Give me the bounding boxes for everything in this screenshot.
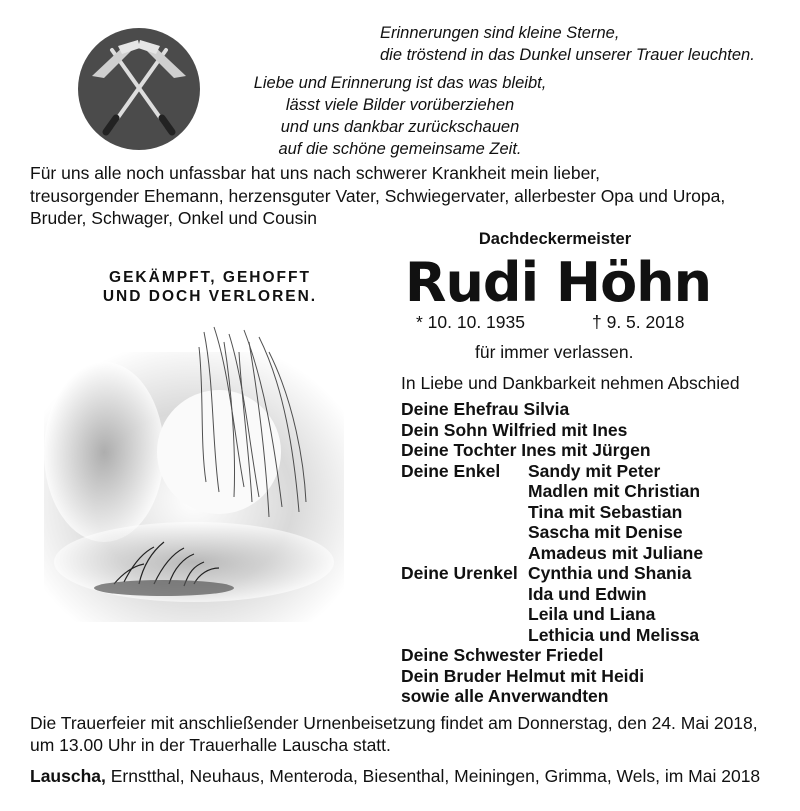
mourner-relation: Dein Bruder Helmut mit Heidi xyxy=(401,665,645,686)
mourner-row xyxy=(401,461,703,482)
mourner-row xyxy=(401,481,703,502)
slogan-line: UND DOCH VERLOREN. xyxy=(102,288,318,305)
quote-top xyxy=(380,22,755,66)
place-main: Lauscha, xyxy=(30,766,106,786)
quote-top-line: Erinnerungen sind kleine Sterne, xyxy=(380,24,620,42)
mourner-row xyxy=(401,522,703,543)
indent-spacer xyxy=(401,481,528,502)
indent-spacer xyxy=(401,604,528,625)
quote-middle-line: auf die schöne gemeinsame Zeit. xyxy=(278,140,522,158)
intro-line: Für uns alle noch unfassbar hat uns nach schwerer Krankheit mein lieber, xyxy=(30,163,601,183)
death-date: † 9. 5. 2018 xyxy=(592,312,685,332)
quote-middle-line: und uns dankbar zurückschauen xyxy=(280,118,520,136)
profession: Dachdeckermeister xyxy=(478,230,632,248)
mourners-list xyxy=(401,399,703,707)
indent-spacer xyxy=(401,522,528,543)
indent-spacer xyxy=(401,502,528,523)
left-us-text: für immer verlassen. xyxy=(475,342,634,362)
intro-text xyxy=(30,162,790,230)
willow-moon-illustration xyxy=(44,322,344,622)
mourner-relation: Deine Urenkel xyxy=(401,563,518,583)
mourner-names: Amadeus mit Juliane xyxy=(528,542,704,563)
quote-middle-line: Liebe und Erinnerung ist das was bleibt, xyxy=(253,74,547,92)
indent-spacer xyxy=(401,625,528,646)
mourner-row xyxy=(401,420,703,441)
mourner-names: Lethicia und Melissa xyxy=(528,624,700,645)
roofer-emblem-icon xyxy=(78,28,200,150)
mourner-row xyxy=(401,604,703,625)
farewell-text: In Liebe und Dankbarkeit nehmen Abschied xyxy=(401,373,740,393)
mourner-relation: Dein Sohn Wilfried mit Ines xyxy=(401,419,628,440)
mourner-row xyxy=(401,625,703,646)
mourner-row xyxy=(401,666,703,687)
intro-line: Bruder, Schwager, Onkel und Cousin xyxy=(30,208,317,228)
quote-middle-line: lässt viele Bilder vorüberziehen xyxy=(285,96,515,114)
quote-middle xyxy=(230,72,570,160)
mourner-names: Leila und Liana xyxy=(528,604,656,624)
mourner-names: Sandy mit Peter xyxy=(528,460,661,481)
mourner-row xyxy=(401,543,703,564)
mourner-relation: Deine Tochter Ines mit Jürgen xyxy=(401,440,651,460)
mourner-row xyxy=(401,502,703,523)
mourner-row xyxy=(401,686,703,707)
indent-spacer xyxy=(401,543,528,564)
funeral-info xyxy=(30,713,790,756)
mourner-relation: Deine Ehefrau Silvia xyxy=(401,399,570,419)
mourner-names: Madlen mit Christian xyxy=(528,481,701,501)
place-rest: Ernstthal, Neuhaus, Menteroda, Biesenthal, Meiningen, Grimma, Wels, im Mai 2018 xyxy=(105,766,761,786)
indent-spacer xyxy=(401,584,528,605)
funeral-line: Die Trauerfeier mit anschließender Urnenbeisetzung findet am Donnerstag, den 24. Mai 2018, xyxy=(30,713,758,733)
mourner-relation: Deine Schwester Friedel xyxy=(401,645,604,665)
mourner-row xyxy=(401,645,703,666)
mourner-row xyxy=(401,584,703,605)
mourner-names: Ida und Edwin xyxy=(528,583,647,604)
quote-top-line: die tröstend in das Dunkel unserer Trauer leuchten. xyxy=(380,46,755,64)
slogan xyxy=(60,268,360,306)
mourner-names: Cynthia und Shania xyxy=(528,563,692,583)
mourner-names: Tina mit Sebastian xyxy=(528,501,683,522)
mourner-relation: sowie alle Anverwandten xyxy=(401,686,609,706)
mourner-row xyxy=(401,399,703,420)
mourner-relation: Deine Enkel xyxy=(401,460,501,481)
mourner-row xyxy=(401,440,703,461)
mourner-row xyxy=(401,563,703,584)
intro-line: treusorgender Ehemann, herzensguter Vater, Schwiegervater, allerbester Opa und Uropa, xyxy=(30,185,726,206)
birth-date: * 10. 10. 1935 xyxy=(416,312,525,332)
funeral-line: um 13.00 Uhr in der Trauerhalle Lauscha statt. xyxy=(30,734,391,755)
deceased-name: Rudi Höhn xyxy=(404,251,712,314)
slogan-line: GEKÄMPFT, GEHOFFT xyxy=(109,269,311,286)
place-date xyxy=(30,766,790,787)
mourner-names: Sascha mit Denise xyxy=(528,522,683,542)
